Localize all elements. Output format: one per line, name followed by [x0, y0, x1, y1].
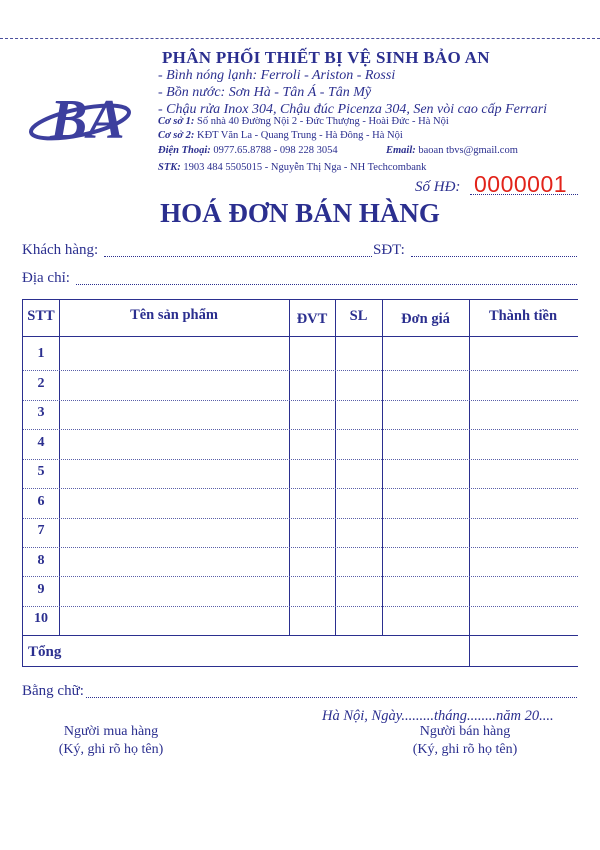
col-divider: [59, 300, 60, 636]
header-divider: [23, 336, 578, 337]
header-stt: STT: [27, 308, 55, 324]
header-unit: ĐVT: [296, 311, 328, 327]
buyer-title: Người mua hàng: [63, 724, 159, 739]
company-logo: [28, 86, 138, 148]
product-line-2: - Bồn nước: Sơn Hà - Tân Á - Tân Mỹ: [158, 85, 372, 100]
row-divider: [23, 370, 578, 371]
total-label: Tổng: [28, 644, 62, 660]
row-number: 7: [37, 523, 45, 538]
row-number: 6: [37, 494, 45, 509]
total-divider: [23, 635, 578, 636]
in-words-label: Bằng chữ:: [22, 683, 84, 699]
document-title: HOÁ ĐƠN BÁN HÀNG: [160, 198, 440, 228]
row-number: 4: [37, 435, 45, 450]
invoice-number: 0000001: [474, 171, 568, 197]
address-label: Địa chỉ:: [22, 270, 70, 286]
product-line-3: - Chậu rửa Inox 304, Chậu đúc Picenza 304, Sen vòi cao cấp Ferrari: [158, 102, 548, 117]
phone-field-label: SĐT:: [373, 242, 405, 258]
row-divider: [23, 576, 578, 577]
row-divider: [23, 429, 578, 430]
header-unit-price: Đơn giá: [401, 311, 450, 327]
perforation-line: [0, 38, 600, 39]
header-product: Tên sản phẩm: [130, 307, 218, 323]
row-number: 5: [37, 464, 45, 479]
row-number: 1: [37, 346, 45, 361]
phone-line: Điện Thoại: 0977.65.8788 - 098 228 3054: [158, 145, 338, 156]
row-divider: [23, 400, 578, 401]
address-field[interactable]: [76, 284, 577, 285]
seller-title: Người bán hàng: [419, 724, 511, 739]
customer-label: Khách hàng:: [22, 242, 99, 258]
row-divider: [23, 518, 578, 519]
row-divider: [23, 547, 578, 548]
seller-note: (Ký, ghi rõ họ tên): [412, 742, 518, 757]
row-number: 9: [37, 582, 45, 597]
buyer-note: (Ký, ghi rõ họ tên): [58, 742, 164, 757]
product-table: [22, 299, 578, 667]
row-number: 2: [37, 376, 45, 391]
row-divider: [23, 459, 578, 460]
col-divider: [335, 300, 336, 636]
col-divider: [289, 300, 290, 636]
email-line: Email: baoan tbvs@gmail.com: [386, 145, 518, 156]
phone-field[interactable]: [411, 256, 577, 257]
product-line-1: - Bình nóng lạnh: Ferroli - Ariston - Rossi: [158, 68, 396, 83]
branch-2: Cơ sở 2: KĐT Văn La - Quang Trung - Hà Đông - Hà Nội: [158, 130, 403, 141]
customer-field[interactable]: [104, 256, 372, 257]
bank-account-line: STK: 1903 484 5505015 - Nguyễn Thị Nga - NH Techcombank: [158, 162, 427, 173]
header-quantity: SL: [349, 308, 368, 324]
invoice-number-label: Số HĐ:: [415, 179, 461, 195]
row-number: 3: [37, 405, 45, 420]
col-divider: [469, 300, 470, 666]
branch-1: Cơ sở 1: Số nhà 40 Đường Nội 2 - Đức Thượng - Hoài Đức - Hà Nội: [158, 116, 449, 127]
col-divider: [382, 300, 383, 636]
company-name: PHÂN PHỐI THIẾT BỊ VỆ SINH BẢO AN: [162, 48, 490, 67]
row-number: 8: [37, 553, 45, 568]
row-divider: [23, 488, 578, 489]
header-amount: Thành tiền: [488, 308, 558, 324]
row-divider: [23, 606, 578, 607]
in-words-field[interactable]: [86, 697, 577, 698]
row-number: 10: [34, 611, 48, 626]
logo-text: BA: [50, 89, 125, 148]
date-line: Hà Nội, Ngày.........tháng........năm 20....: [322, 708, 554, 724]
